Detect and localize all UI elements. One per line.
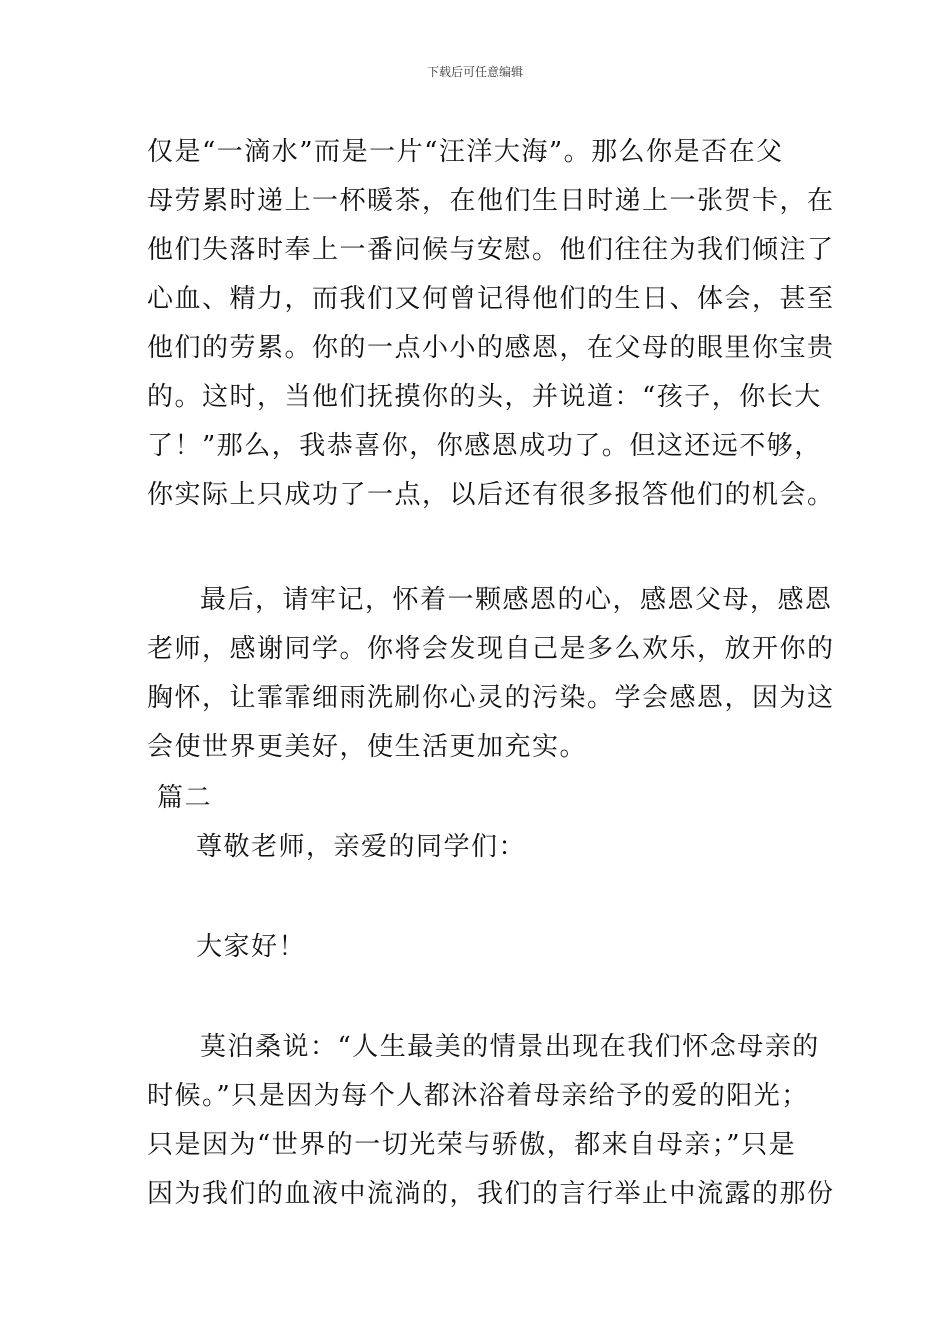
text-line: 时候。”只是因为每个人都沐浴着母亲给予的爱的阳光； bbox=[147, 1081, 809, 1111]
text-line: 因为我们的血液中流淌的，我们的言行举止中流露的那份 bbox=[147, 1179, 835, 1209]
text-line: 仅是“一滴水”而是一片“汪洋大海”。那么你是否在父 bbox=[147, 137, 784, 167]
text-line: 心血、精力，而我们又何曾记得他们的生日、体会，甚至 bbox=[147, 284, 835, 314]
greeting: 大家好！ bbox=[196, 932, 307, 962]
text-line: 的。这时，当他们抚摸你的头，并说道：“孩子，你长大 bbox=[147, 382, 822, 412]
page-header: 下载后可任意编辑 bbox=[426, 65, 523, 79]
text-line: 母劳累时递上一杯暖茶，在他们生日时递上一张贺卡，在 bbox=[147, 186, 835, 216]
text-line: 会使世界更美好，使生活更加充实。 bbox=[147, 732, 588, 762]
text-line: 莫泊桑说：“人生最美的情景出现在我们怀念母亲的 bbox=[200, 1032, 820, 1062]
text-line: 他们的劳累。你的一点小小的感恩，在父母的眼里你宝贵 bbox=[147, 333, 835, 363]
text-line: 胸怀，让霏霏细雨洗刷你心灵的污染。学会感恩，因为这 bbox=[147, 683, 835, 713]
text-line: 他们失落时奉上一番问候与安慰。他们往往为我们倾注了 bbox=[147, 235, 835, 265]
salutation: 尊敬老师，亲爱的同学们： bbox=[196, 832, 527, 862]
section-title: 篇二 bbox=[157, 783, 213, 813]
text-line: 老师，感谢同学。你将会发现自己是多么欢乐，放开你的 bbox=[147, 634, 835, 664]
text-line: 了！”那么，我恭喜你，你感恩成功了。但这还远不够， bbox=[147, 431, 822, 461]
text-line: 最后，请牢记，怀着一颗感恩的心，感恩父母，感恩 bbox=[200, 585, 833, 615]
text-line: 只是因为“世界的一切光荣与骄傲，都来自母亲；”只是 bbox=[147, 1130, 797, 1160]
text-line: 你实际上只成功了一点，以后还有很多报答他们的机会。 bbox=[147, 480, 835, 510]
